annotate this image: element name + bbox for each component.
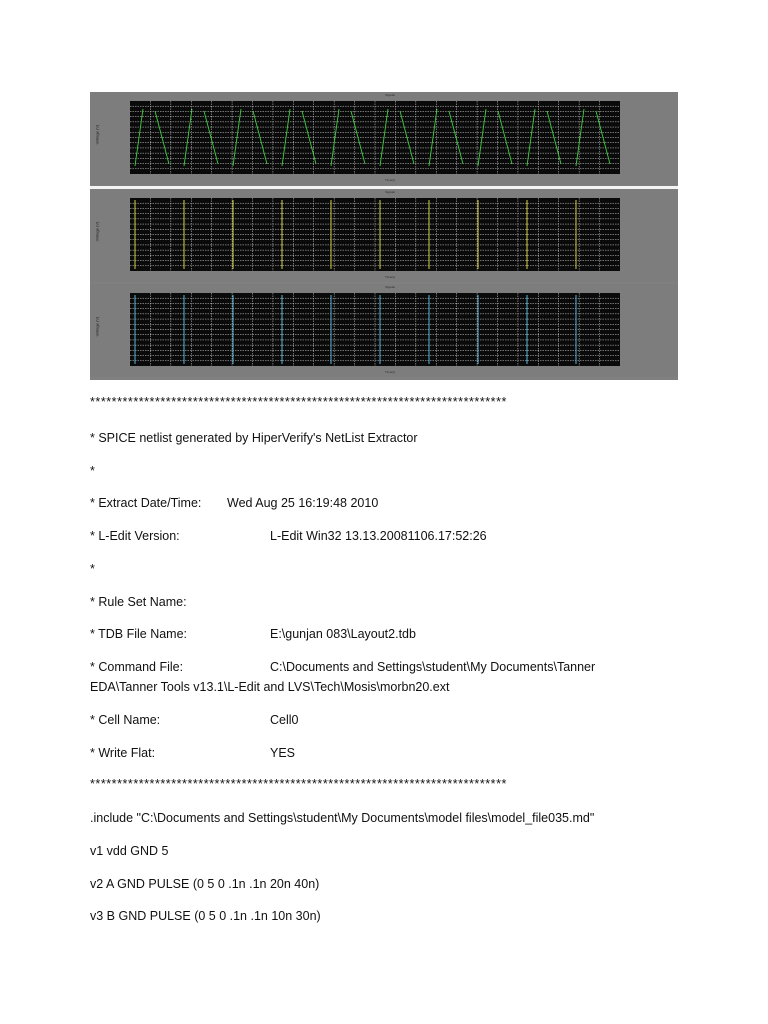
waveform-plot	[130, 293, 620, 366]
panel-x-axis-label: Time(s)	[384, 178, 396, 182]
panel-x-axis-label: Time(s)	[384, 370, 396, 374]
waveform-panel-1	[90, 92, 678, 185]
ledit-version-value: L-Edit Win32 13.13.20081106.17:52:26	[270, 529, 487, 543]
command-file-value: C:\Documents and Settings\student\My Documents\Tanner	[270, 660, 596, 674]
waveform-panel-2	[90, 189, 678, 282]
write-flat-label: * Write Flat:	[90, 746, 156, 760]
panel-title: Signals	[385, 190, 395, 194]
cell-name-value: Cell0	[270, 713, 299, 727]
panel-y-axis-label: Voltage (V)	[94, 316, 100, 337]
comment-line: *	[90, 562, 95, 576]
write-flat-line	[90, 745, 690, 761]
source-v3-line: v3 B GND PULSE (0 5 0 .1n .1n 10n 30n)	[90, 909, 321, 923]
tdb-file-line	[90, 626, 690, 642]
command-file-line	[90, 659, 690, 675]
panel-title: Signals	[385, 93, 395, 97]
ledit-version-line	[90, 528, 690, 544]
source-v1-line: v1 vdd GND 5	[90, 844, 169, 858]
panel-title: Signals	[385, 285, 395, 289]
waveform-plot	[130, 101, 620, 174]
netlist-header-line: * SPICE netlist generated by HiperVerify's NetList Extractor	[90, 431, 418, 445]
tdb-file-label: * TDB File Name:	[90, 627, 188, 641]
waveform-figure	[90, 92, 678, 380]
panel-x-axis-label: Time(s)	[384, 275, 396, 279]
write-flat-value: YES	[270, 746, 296, 760]
source-v2-line: v2 A GND PULSE (0 5 0 .1n .1n 20n 40n)	[90, 877, 320, 891]
panel-y-axis-label: Voltage (V)	[94, 124, 100, 145]
extract-date-label: * Extract Date/Time:	[90, 496, 202, 510]
separator-line: *****************************************************************************	[90, 395, 507, 409]
comment-line: *	[90, 464, 95, 478]
panel-y-axis-label: Voltage (V)	[94, 221, 100, 242]
command-file-label: * Command File:	[90, 660, 184, 674]
command-file-continuation: EDA\Tanner Tools v13.1\L-Edit and LVS\Tech\Mosis\morbn20.ext	[90, 680, 450, 694]
ledit-version-label: * L-Edit Version:	[90, 529, 180, 543]
extract-date-value: Wed Aug 25 16:19:48 2010	[227, 496, 379, 510]
separator-line: *****************************************************************************	[90, 777, 507, 791]
cell-name-label: * Cell Name:	[90, 713, 161, 727]
cell-name-line	[90, 712, 690, 728]
include-line: .include "C:\Documents and Settings\student\My Documents\model files\model_file035.md"	[90, 811, 595, 825]
tdb-file-value: E:\gunjan 083\Layout2.tdb	[270, 627, 416, 641]
rule-set-line: * Rule Set Name:	[90, 595, 187, 609]
waveform-panel-3	[90, 284, 678, 377]
waveform-plot	[130, 198, 620, 271]
extract-date-line	[90, 495, 690, 511]
